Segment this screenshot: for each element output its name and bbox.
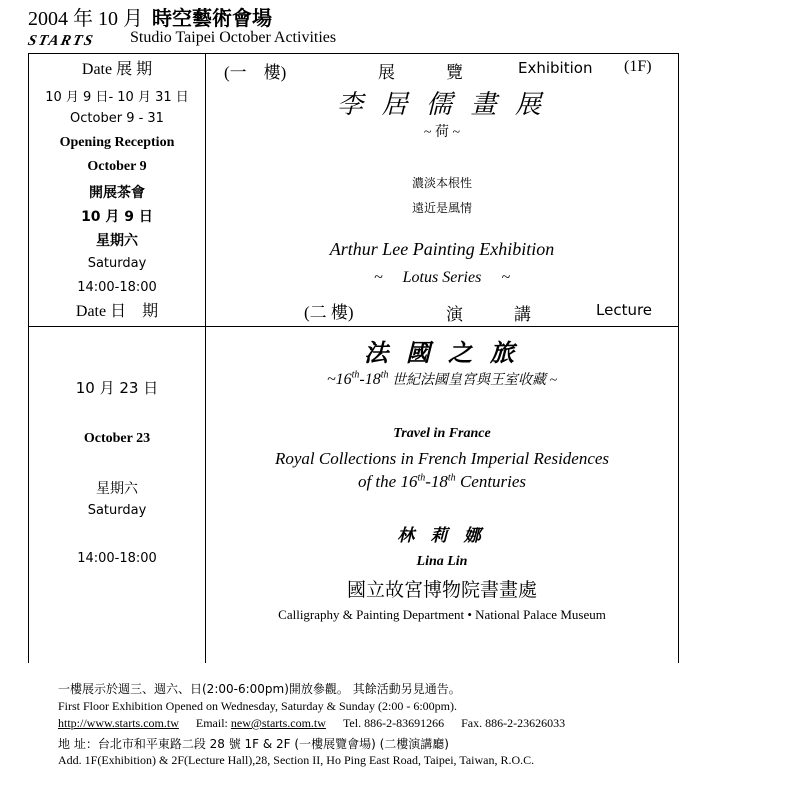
exhibition-time: 14:00-18:00 [77, 280, 157, 295]
email-link[interactable]: new@starts.com.tw [230, 716, 326, 730]
exhibition-floor-label: (一 樓) [224, 63, 287, 82]
opening-zh: 開展茶會 [89, 185, 145, 201]
lecture-subtitle-zh-post: 世紀法國皇宮與王室收藏 ~ [388, 373, 558, 388]
exhibition-subtitle-zh: ~ 荷 ~ [423, 125, 461, 140]
lecture-type-en: Lecture [596, 301, 653, 319]
lecture-subtitle-en2-sup2: th [447, 472, 456, 484]
speaker-name-zh: 林 莉 娜 [397, 526, 487, 545]
exhibition-date-range-en: October 9 - 31 [70, 111, 164, 126]
lecture-subtitle-en2-sup1: th [417, 472, 426, 484]
poem-line-2: 遠近是風情 [411, 201, 472, 215]
lecture-floor-label: (二 樓) [304, 303, 354, 322]
exhibition-weekday-en: Saturday [87, 256, 147, 271]
footer-hours-zh: 一樓展示於週三、週六、日(2:00-6:00pm)開放參觀。 其餘活動另見通告。 [58, 682, 461, 696]
footer-contact [58, 716, 565, 731]
lecture-subtitle-en-2 [206, 472, 678, 492]
lecture-type-zh: 演 講 [446, 305, 531, 324]
exhibition-title-zh: 李 居 儒 畫 展 [336, 90, 547, 119]
opening-date-zh: 10 月 9 日 [81, 209, 153, 225]
lecture-subtitle-zh-mid: -18 [359, 371, 381, 388]
starts-logo: STARTS [26, 33, 97, 49]
website-link[interactable]: http://www.starts.com.tw [58, 716, 179, 730]
lecture-subtitle-zh-sup2: th [380, 369, 389, 381]
exhibition-type-zh: 展 覽 [378, 63, 463, 82]
lecture-weekday-en: Saturday [87, 503, 147, 518]
page-subtitle: Studio Taipei October Activities [130, 29, 337, 46]
lecture-date-zh: 10 月 23 日 [75, 379, 159, 397]
lecture-date-heading: Date 日 期 [75, 303, 159, 320]
lecture-date-en: October 23 [83, 431, 151, 446]
exhibition-floor-code: (1F) [624, 58, 652, 75]
page-title [28, 2, 272, 31]
lecture-subtitle-en-1: Royal Collections in French Imperial Residences [274, 449, 610, 468]
fax-text: Fax. 886-2-23626033 [461, 716, 566, 730]
exhibition-date-range-zh: 10 月 9 日- 10 月 31 日 [45, 90, 189, 105]
exhibition-subtitle-en: ~ Lotus Series ~ [374, 269, 510, 286]
footer-address-en: Add. 1F(Exhibition) & 2F(Lecture Hall),28, Section II, Ho Ping East Road, Taipei, Taiwan, R.O.C. [58, 753, 535, 767]
email-label: Email: [195, 716, 231, 730]
opening-date-en: October 9 [87, 159, 147, 174]
speaker-name-en: Lina Lin [416, 554, 468, 569]
exhibition-title-en: Arthur Lee Painting Exhibition [329, 239, 555, 259]
exhibition-weekday-zh: 星期六 [96, 233, 138, 249]
exhibition-date-heading: Date 展 期 [81, 61, 153, 78]
title-year: 2004 年 10 月 [28, 8, 143, 30]
tel-text: Tel. 886-2-83691266 [342, 716, 445, 730]
speaker-dept-en: Calligraphy & Painting Department • National Palace Museum [278, 607, 606, 622]
lecture-subtitle-zh-pre: ~16 [326, 371, 352, 388]
exhibition-info-cell [206, 54, 678, 326]
lecture-date-cell [29, 327, 205, 663]
opening-reception-label: Opening Reception [59, 135, 175, 150]
lecture-weekday-zh: 星期六 [96, 481, 138, 497]
lecture-subtitle-zh [206, 369, 678, 389]
exhibition-type-en: Exhibition [518, 59, 593, 77]
poem-line-1: 濃淡本根性 [411, 176, 472, 190]
title-venue: 時空藝術會場 [152, 8, 272, 30]
footer-hours-en: First Floor Exhibition Opened on Wednesday, Saturday & Sunday (2:00 - 6:00pm). [58, 699, 457, 713]
speaker-dept-zh: 國立故宮博物院書畫處 [346, 579, 537, 601]
lecture-title-zh: 法 國 之 旅 [364, 341, 520, 367]
table-right-border [678, 53, 679, 663]
lecture-time: 14:00-18:00 [77, 551, 157, 566]
lecture-title-en: Travel in France [393, 426, 491, 441]
lecture-subtitle-zh-sup1: th [351, 369, 360, 381]
lecture-subtitle-en2-post: Centuries [455, 472, 527, 491]
lecture-subtitle-en2-mid: -18 [425, 472, 448, 491]
footer-address-zh: 地 址：台北市和平東路二段 28 號 1F & 2F (一樓展覽會場) (二樓演講廳) [58, 737, 449, 751]
lecture-subtitle-en2-pre: of the 16 [357, 472, 418, 491]
lecture-info-cell [206, 327, 678, 663]
